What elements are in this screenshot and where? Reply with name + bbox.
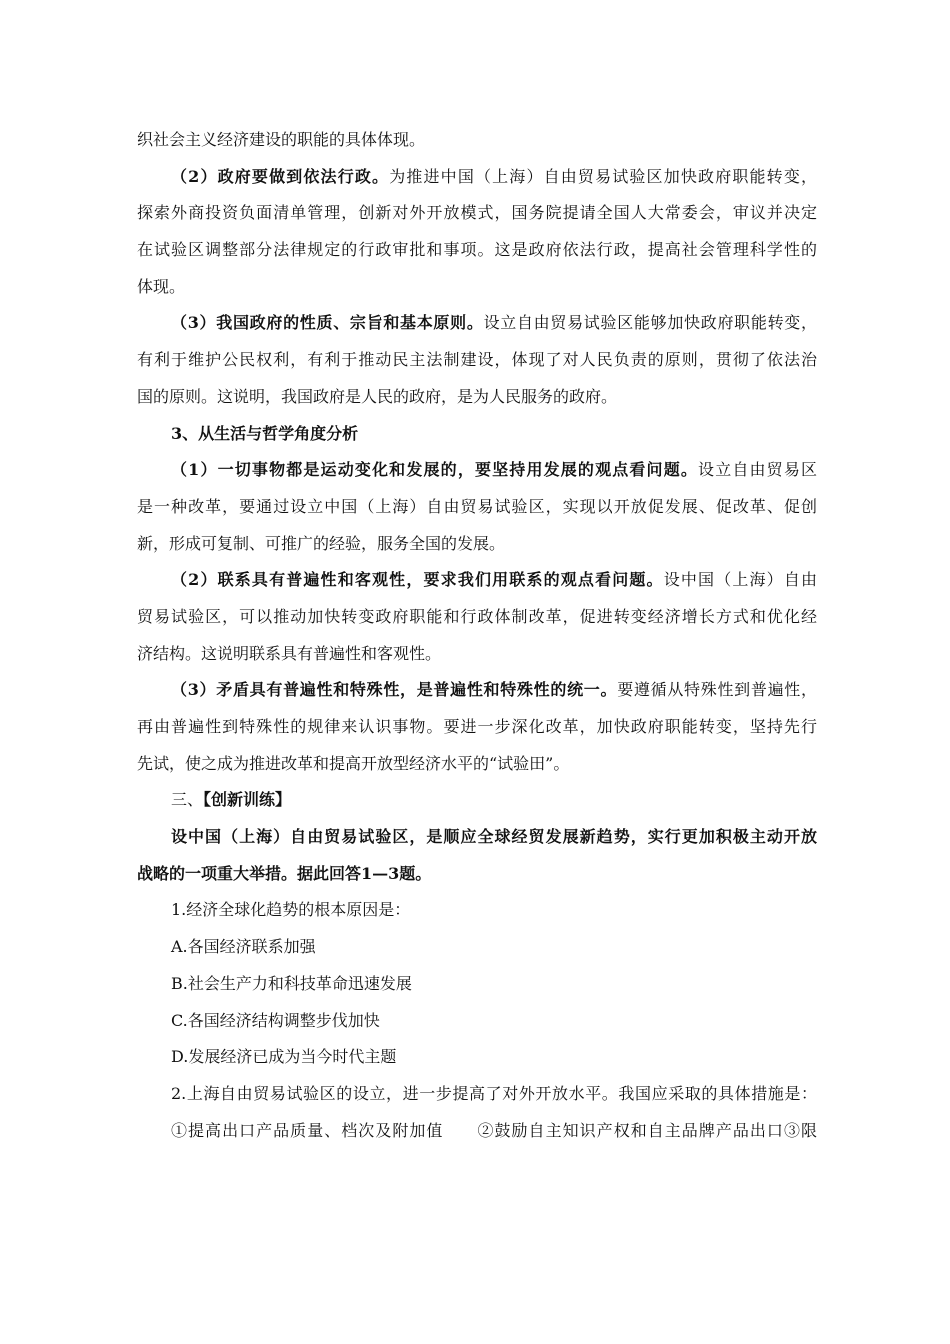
- option-text: C.各国经济结构调整步伐加快: [171, 1010, 380, 1030]
- line-text: 体现。: [137, 276, 186, 296]
- option-text: B.社会生产力和科技革命迅速发展: [171, 973, 412, 993]
- bold-lead: （2）联系具有普遍性和客观性，要求我们用联系的观点看问题。: [171, 570, 664, 590]
- question-2-choices: [137, 1113, 817, 1150]
- document-page: [137, 122, 817, 1149]
- paragraph-line: [137, 122, 817, 159]
- line-text: 先试，使之成为推进改革和提高开放型经济水平的“试验田”。: [137, 753, 570, 773]
- line-text: 在试验区调整部分法律规定的行政审批和事项。这是政府依法行政，提高社会管理科学性的: [137, 240, 817, 260]
- bold-lead: （3）我国政府的性质、宗旨和基本原则。: [171, 313, 484, 333]
- paragraph-line: [137, 672, 817, 709]
- paragraph-line: [137, 305, 817, 342]
- paragraph-line: [137, 709, 817, 746]
- line-text: 济结构。这说明联系具有普遍性和客观性。: [137, 643, 442, 663]
- bold-lead: （1）一切事物都是运动变化和发展的，要坚持用发展的观点看问题。: [171, 460, 699, 480]
- line-text: 织社会主义经济建设的职能的具体体现。: [137, 130, 426, 149]
- paragraph-line: [137, 562, 817, 599]
- paragraph-line: [137, 379, 817, 416]
- question-text: 1.经济全球化趋势的根本原因是：: [171, 900, 411, 920]
- stem-text: 设中国（上海）自由贸易试验区，是顺应全球经贸发展新趋势，实行更加积极主动开放: [171, 827, 817, 847]
- line-text: 新，形成可复制、可推广的经验，服务全国的发展。: [137, 533, 506, 553]
- line-text: 设立自由贸易区: [698, 460, 817, 480]
- option-d: [137, 1039, 817, 1076]
- paragraph-line: [137, 195, 817, 232]
- paragraph-line: [137, 269, 817, 306]
- stem-text: 战略的一项重大举措。据此回答1—3题。: [137, 863, 432, 883]
- paragraph-line: [137, 232, 817, 269]
- heading-text: 3、从生活与哲学角度分析: [171, 423, 359, 443]
- option-b: [137, 966, 817, 1003]
- question-1: [137, 892, 817, 929]
- option-a: [137, 929, 817, 966]
- question-text: 2.上海自由贸易试验区的设立，进一步提高了对外开放水平。我国应采取的具体措施是：: [171, 1083, 817, 1103]
- line-text: 要遵循从特殊性到普遍性，: [617, 680, 817, 700]
- question-2: [137, 1076, 817, 1113]
- line-text: 为推进中国（上海）自由贸易试验区加快政府职能转变，: [389, 166, 817, 186]
- option-text: D.发展经济已成为当今时代主题: [171, 1047, 397, 1067]
- paragraph-line: [137, 636, 817, 673]
- section-heading: [137, 782, 817, 819]
- heading-number: 三、: [171, 790, 204, 810]
- line-text: 探索外商投资负面清单管理，创新对外开放模式，国务院提请全国人大常委会，审议并决定: [137, 203, 817, 223]
- line-text: 国的原则。这说明，我国政府是人民的政府，是为人民服务的政府。: [137, 386, 618, 406]
- option-c: [137, 1003, 817, 1040]
- paragraph-line: [137, 599, 817, 636]
- line-text: 贸易试验区，可以推动加快转变政府职能和行政体制改革，促进转变经济增长方式和优化经: [137, 606, 817, 626]
- line-text: 设立自由贸易试验区能够加快政府职能转变，: [483, 313, 817, 333]
- paragraph-line: [137, 526, 817, 563]
- line-text: 有利于维护公民权利，有利于推动民主法制建设，体现了对人民负责的原则，贯彻了依法治: [137, 350, 817, 370]
- line-text: 是一种改革，要通过设立中国（上海）自由贸易试验区，实现以开放促发展、促改革、促创: [137, 496, 817, 516]
- bold-lead: （3）矛盾具有普遍性和特殊性，是普遍性和特殊性的统一。: [171, 680, 618, 700]
- bold-lead: （2）政府要做到依法行政。: [171, 166, 390, 186]
- paragraph-line: [137, 159, 817, 196]
- paragraph-line: [137, 452, 817, 489]
- paragraph-line: [137, 489, 817, 526]
- option-text: A.各国经济联系加强: [171, 937, 316, 957]
- line-text: 再由普遍性到特殊性的规律来认识事物。要进一步深化改革，加快政府职能转变，坚持先行: [137, 717, 817, 736]
- choices-text: ①提高出口产品质量、档次及附加值 ②鼓励自主知识产权和自主品牌产品出口③限: [171, 1120, 817, 1140]
- section-heading: [137, 416, 817, 453]
- paragraph-line: [137, 746, 817, 783]
- question-stem-line: [137, 856, 817, 893]
- question-stem-line: [137, 819, 817, 856]
- heading-text: 【创新训练】: [203, 790, 292, 810]
- paragraph-line: [137, 342, 817, 379]
- line-text: 设中国（上海）自由: [663, 570, 817, 590]
